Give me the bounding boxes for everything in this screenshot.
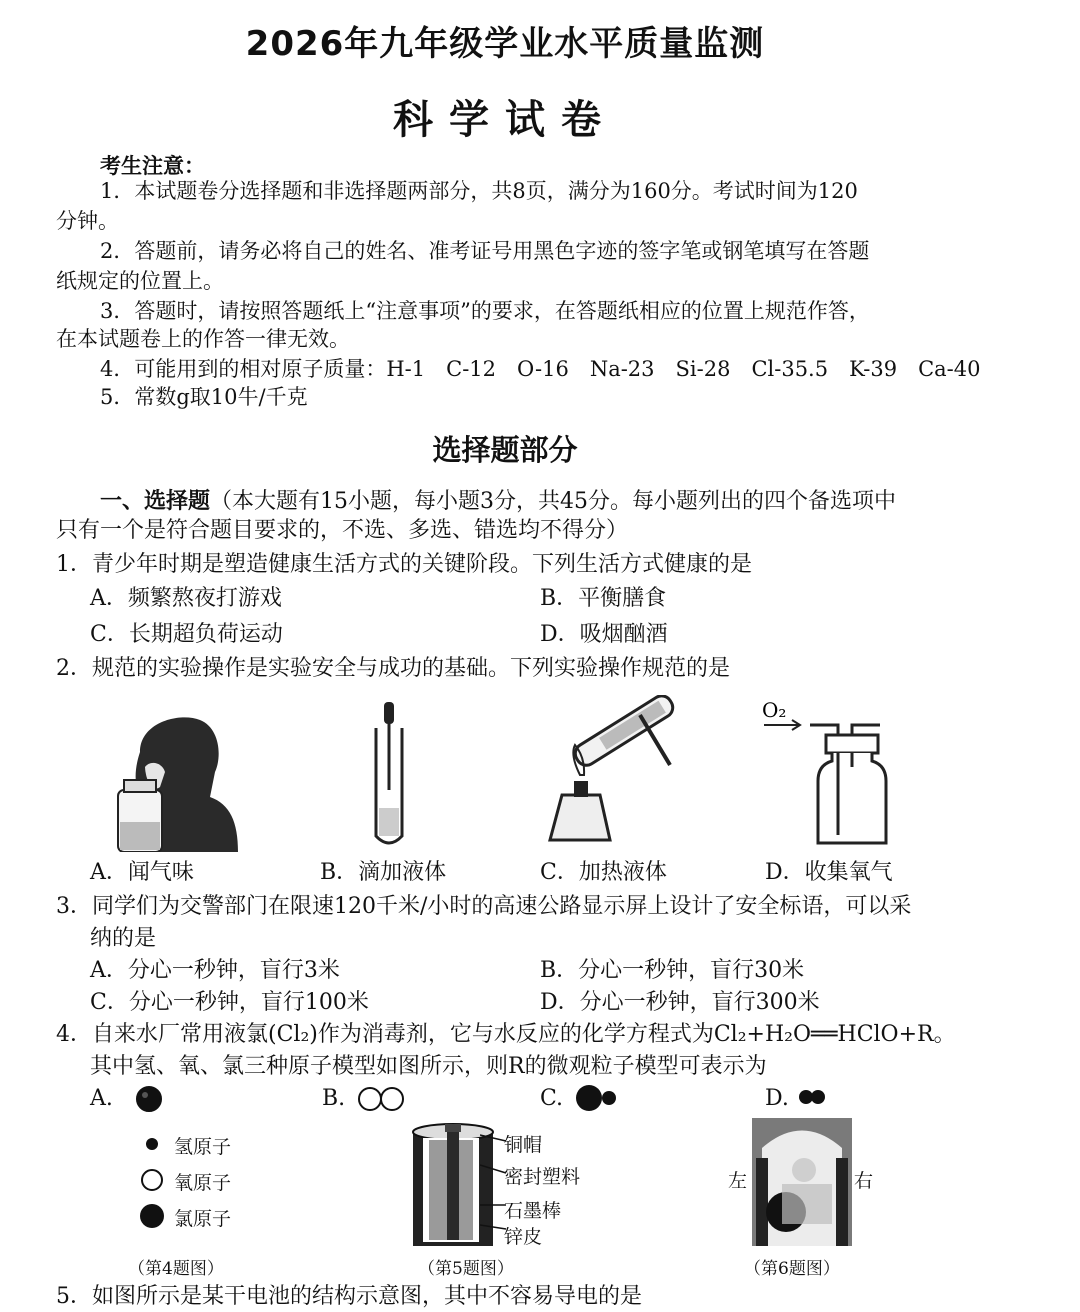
q4-option-a-model — [134, 1084, 164, 1114]
q4-stem-cont: 其中氢、氧、氯三种原子模型如图所示，则R的微观粒子模型可表示为 — [90, 1054, 767, 1079]
dropper-figure — [360, 700, 420, 850]
q1-option-b: B．平衡膳食 — [540, 586, 667, 611]
q3-option-b: B．分心一秒钟，盲行30米 — [540, 958, 805, 983]
legend-oxygen: 氧原子 — [174, 1172, 232, 1194]
q6-photo — [752, 1118, 852, 1246]
q6-label-right: 右 — [854, 1170, 874, 1192]
q4-option-d-letter: D. — [765, 1086, 789, 1111]
figure-6-caption: （第6题图） — [744, 1259, 840, 1279]
exam-title: 2026年九年级学业水平质量监测 — [245, 24, 765, 64]
part-rule-cont: 只有一个是符合题目要求的，不选、多选、错选均不得分） — [56, 518, 629, 543]
q2-option-d: D．收集氧气 — [765, 860, 893, 885]
battery-label-zinc: 锌皮 — [504, 1226, 543, 1248]
gas-bottle-figure — [760, 695, 900, 845]
q4-option-c-model — [574, 1082, 624, 1114]
q2-option-b: B．滴加液体 — [320, 860, 447, 885]
q4-option-b-letter: B. — [322, 1086, 346, 1111]
smell-figure — [110, 712, 240, 852]
q4-option-c-letter: C. — [540, 1086, 564, 1111]
figure-4-caption: （第4题图） — [128, 1259, 224, 1279]
part-label: 一、选择题 — [100, 488, 211, 514]
q2-option-c: C．加热液体 — [540, 860, 667, 885]
q3-stem-cont: 纳的是 — [90, 926, 157, 951]
q3-option-d: D．分心一秒钟，盲行300米 — [540, 990, 820, 1015]
o2-label: O₂ — [762, 698, 787, 722]
q3-stem: 3．同学们为交警部门在限速120千米/小时的高速公路显示屏上设计了安全标语，可以采 — [56, 894, 912, 919]
notice-line: 分钟。 — [56, 209, 119, 233]
legend-hydrogen: 氢原子 — [174, 1136, 232, 1158]
notice-line: 1．本试题卷分选择题和非选择题两部分，共8页，满分为160分。考试时间为120 — [100, 179, 858, 203]
battery-label-graphite: 石墨棒 — [504, 1200, 562, 1222]
q4-option-a-letter: A. — [90, 1086, 113, 1111]
battery-label-copper-cap: 铜帽 — [504, 1134, 543, 1156]
notice-heading: 考生注意： — [100, 153, 205, 178]
q6-label-left: 左 — [728, 1170, 748, 1192]
heating-figure — [540, 695, 690, 845]
q1-option-a: A．频繁熬夜打游戏 — [90, 586, 282, 611]
notice-line: 2．答题前，请务必将自己的姓名、准考证号用黑色字迹的签字笔或钢笔填写在答题 — [100, 239, 870, 263]
notice-line: 5．常数g取10牛/千克 — [100, 385, 308, 409]
q1-option-d: D．吸烟酗酒 — [540, 622, 668, 647]
q3-option-c: C．分心一秒钟，盲行100米 — [90, 990, 369, 1015]
q2-option-a: A．闻气味 — [90, 860, 194, 885]
q1-stem: 1．青少年时期是塑造健康生活方式的关键阶段。下列生活方式健康的是 — [56, 552, 752, 577]
battery-label-seal: 密封塑料 — [504, 1166, 581, 1188]
part-rule: （本大题有15小题，每小题3分，共45分。每小题列出的四个备选项中 — [210, 489, 897, 514]
q4-stem: 4．自来水厂常用液氯(Cl₂)作为消毒剂，它与水反应的化学方程式为Cl₂+H₂O══HClO+R。 — [56, 1022, 956, 1047]
notice-line: 纸规定的位置上。 — [56, 269, 224, 293]
part-intro — [100, 486, 896, 517]
notice-line: 3．答题时，请按照答题纸上“注意事项”的要求，在答题纸相应的位置上规范作答， — [100, 299, 870, 323]
q1-option-c: C．长期超负荷运动 — [90, 622, 283, 647]
atom-legend-symbols — [140, 1132, 164, 1232]
q4-option-b-model — [356, 1084, 410, 1114]
q3-option-a: A．分心一秒钟，盲行3米 — [90, 958, 340, 983]
q5-stem: 5．如图所示是某干电池的结构示意图，其中不容易导电的是 — [56, 1284, 642, 1309]
figure-5-caption: （第5题图） — [418, 1259, 514, 1279]
notice-line: 在本试题卷上的作答一律无效。 — [56, 327, 350, 351]
notice-line: 4．可能用到的相对原子质量：H-1 C-12 O-16 Na-23 Si-28 Cl-35.5 K-39 Ca-40 — [100, 357, 981, 381]
legend-chlorine: 氯原子 — [174, 1208, 232, 1230]
q2-stem: 2．规范的实验操作是实验安全与成功的基础。下列实验操作规范的是 — [56, 656, 730, 681]
exam-subtitle: 科学试卷 — [393, 97, 617, 143]
section-heading: 选择题部分 — [432, 433, 578, 467]
q4-option-d-model — [796, 1086, 830, 1108]
